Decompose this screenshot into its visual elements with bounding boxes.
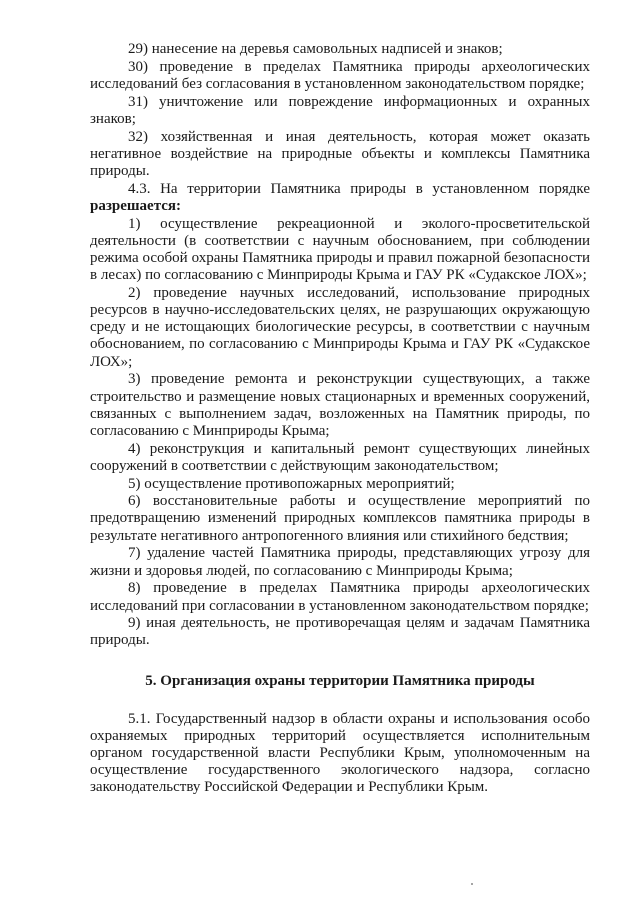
section-5-heading: 5. Организация охраны территории Памятника природы xyxy=(145,672,535,689)
clause-4-3 xyxy=(90,181,590,215)
prohibited-item-32: 32) хозяйственная и иная деятельность, которая может оказать негативное воздействие на природные объекты и комплексы Памятника природы. xyxy=(90,128,590,179)
allowed-item-2: 2) проведение научных исследований, использование природных ресурсов в научно-исследовательских целях, не разрушающих окружающую среду и не истощающих биологические ресурсы, в соответствии с научным обоснованием, по согласованию с Минприроды Крыма и ГАУ РК «Судакское ЛОХ»; xyxy=(90,284,590,370)
allowed-item-5: 5) осуществление противопожарных мероприятий; xyxy=(128,475,455,492)
allowed-item-8: 8) проведение в пределах Памятника природы археологических исследований при согласовании в установленном законодательством порядке; xyxy=(90,580,590,614)
section-5-1: 5.1. Государственный надзор в области охраны и использования особо охраняемых природных территорий осуществляется исполнительным органом государственной власти Республики Крым, уполномоченным на осуществление государственного экологического надзора, согласно законодательству Российской Федерации и Республики Крым. xyxy=(90,710,590,796)
allowed-item-3: 3) проведение ремонта и реконструкции существующих, а также строительство и размещение новых стационарных и временных сооружений, связанных с выполнением задач, возложенных на Памятник природы, по согласованию с Минприроды Крыма; xyxy=(90,371,590,439)
allowed-item-6: 6) восстановительные работы и осуществление мероприятий по предотвращению изменений природных комплексов памятника природы в результате негативного антропогенного влияния или стихийного бедствия; xyxy=(90,493,590,544)
allowed-item-1: 1) осуществление рекреационной и эколого-просветительской деятельности (в соответствии с научным обоснованием, при соблюдении режима особой охраны Памятника природы и правил пожарной безопасности в лесах) по согласованию с Минприроды Крыма и ГАУ РК «Судакское ЛОХ»; xyxy=(90,215,590,284)
prohibited-item-30: 30) проведение в пределах Памятника природы археологических исследований без согласования в установленном законодательством порядке; xyxy=(90,58,590,92)
allowed-item-9: 9) иная деятельность, не противоречащая целям и задачам Памятника природы. xyxy=(90,615,590,649)
allowed-item-4: 4) реконструкция и капитальный ремонт существующих линейных сооружений в соответствии с действующим законодательством; xyxy=(90,440,590,474)
clause-4-3-text: 4.3. На территории Памятника природы в установленном порядке xyxy=(128,180,590,197)
prohibited-item-29: 29) нанесение на деревья самовольных надписей и знаков; xyxy=(128,41,503,57)
scan-speck xyxy=(471,883,473,885)
allowed-item-7: 7) удаление частей Памятника природы, представляющих угрозу для жизни и здоровья людей, по согласованию с Минприроды Крыма; xyxy=(90,545,590,579)
document-body xyxy=(90,41,590,797)
clause-4-3-bold: разрешается: xyxy=(90,197,182,214)
prohibited-item-31: 31) уничтожение или повреждение информационных и охранных знаков; xyxy=(90,93,590,127)
